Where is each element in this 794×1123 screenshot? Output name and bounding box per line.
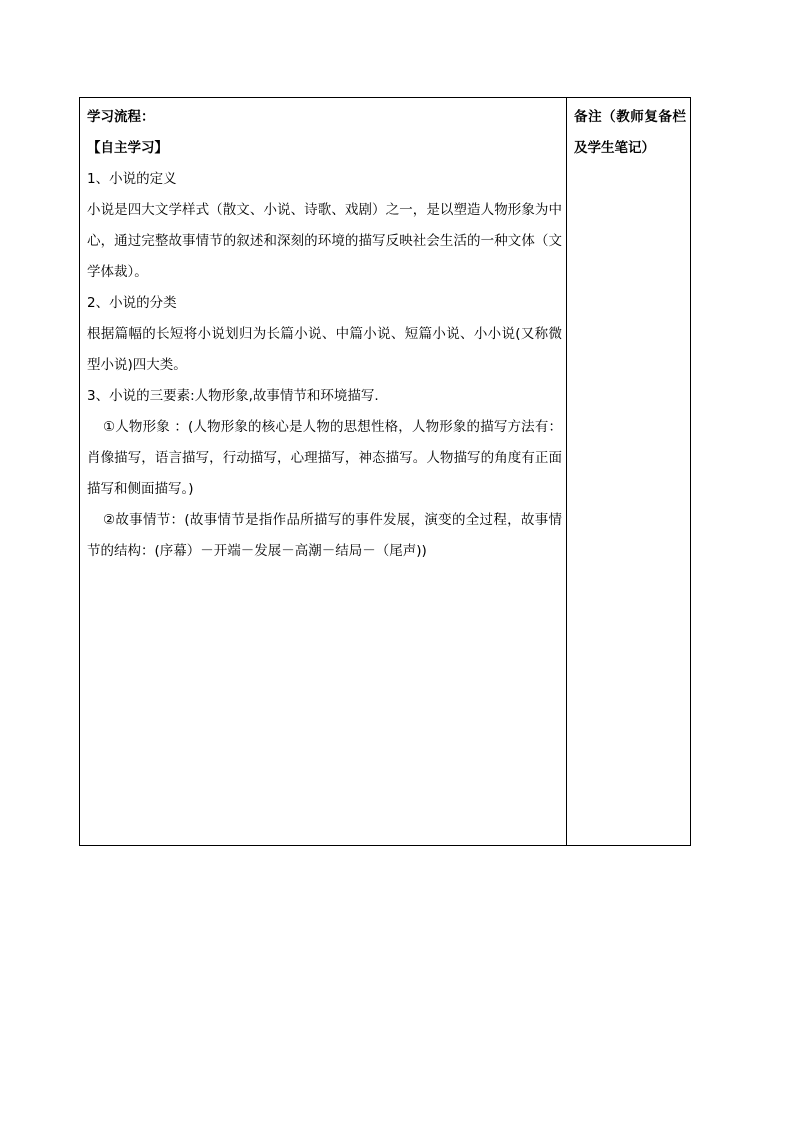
lesson-table	[79, 97, 691, 846]
character-image-point: ①人物形象 ：(人物形象的核心是人物的思想性格，人物形象的描写方法有：肖像描写，语言描写，行动描写，心理描写，神态描写。人物描写的角度有正面描写和侧面描写。)	[87, 419, 562, 497]
learning-process-heading: 学习流程：	[87, 109, 155, 125]
three-elements-title: 3、小说的三要素:人物形象,故事情节和环境描写.	[87, 388, 379, 404]
self-study-section-title: 【自主学习】	[87, 140, 168, 156]
definition-title: 1、小说的定义	[87, 171, 177, 187]
learning-process-cell	[80, 98, 566, 845]
classification-title: 2、小说的分类	[87, 295, 177, 311]
definition-text: 小说是四大文学样式（散文、小说、诗歌、戏剧）之一，是以塑造人物形象为中心，通过完整故事情节的叙述和深刻的环境的描写反映社会生活的一种文体（文学体裁）。	[87, 202, 562, 280]
classification-text: 根据篇幅的长短将小说划归为长篇小说、中篇小说、短篇小说、小小说(又称微型小说)四大类。	[87, 326, 562, 373]
plot-point: ②故事情节：(故事情节是指作品所描写的事件发展，演变的全过程，故事情节的结构：(序幕）－开端－发展－高潮－结局－（尾声))	[87, 512, 562, 559]
notes-cell	[567, 98, 690, 845]
notes-title: 备注（教师复备栏及学生笔记）	[574, 109, 686, 156]
